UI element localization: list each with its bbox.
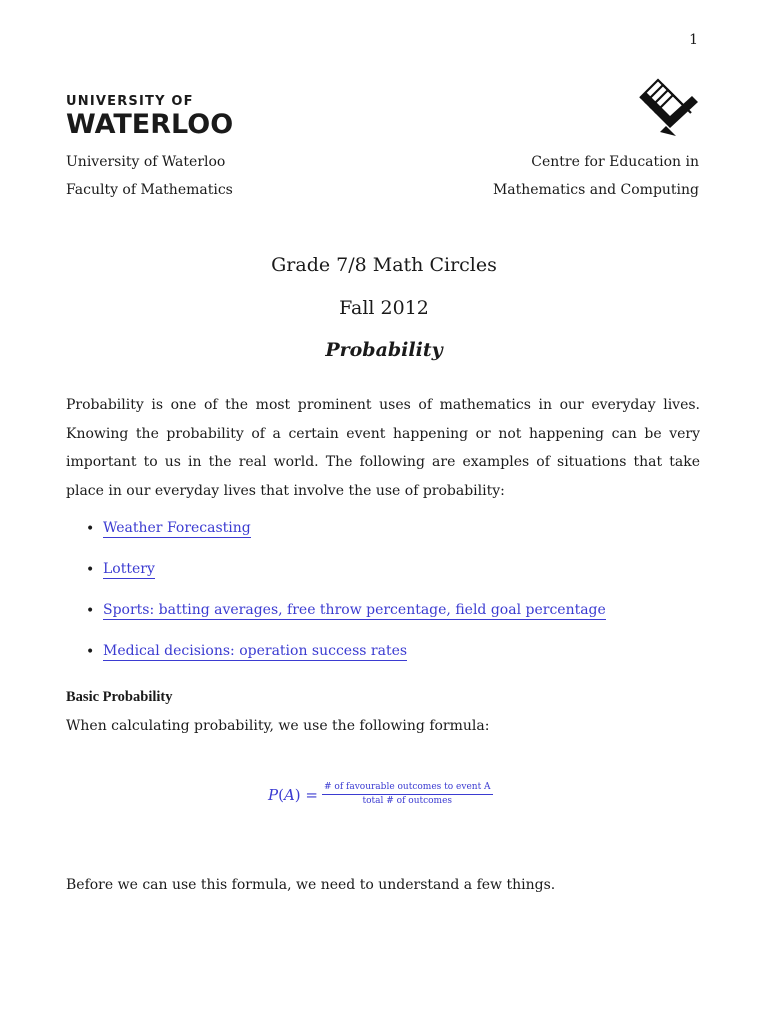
- example-link-lottery[interactable]: Lottery: [103, 561, 155, 577]
- list-item: [86, 561, 606, 602]
- cemc-logo-icon: [636, 76, 700, 136]
- intro-paragraph: Probability is one of the most prominent uses of mathematics in our everyday lives. Knowing the probability of a certain event happening or not happening can be very important to us in the real world. The following are examples of situations that take place in our everyday lives that involve the use of probability:: [66, 397, 700, 499]
- course-title: Grade 7/8 Math Circles: [271, 254, 497, 276]
- formula-lhs: P(A) =: [268, 785, 318, 804]
- list-item: [86, 520, 606, 561]
- example-link-medical[interactable]: Medical decisions: operation success rates: [103, 643, 408, 659]
- probability-formula[interactable]: [268, 782, 493, 807]
- bullet-icon: •: [86, 562, 95, 578]
- list-item: [86, 602, 606, 643]
- faculty-name: Faculty of Mathematics: [66, 182, 233, 198]
- logo-line-2: WATERLOO: [66, 109, 234, 140]
- formula-argument: A: [283, 785, 295, 804]
- bullet-icon: •: [86, 603, 95, 619]
- formula-intro: When calculating probability, we use the following formula:: [66, 718, 490, 734]
- page-number: 1: [689, 32, 698, 48]
- term-title: Fall 2012: [339, 297, 429, 319]
- example-link-weather[interactable]: Weather Forecasting: [103, 520, 251, 536]
- centre-block: [493, 148, 699, 204]
- closing-sentence: Before we can use this formula, we need to understand a few things.: [66, 877, 556, 893]
- institution-name: University of Waterloo: [66, 154, 226, 170]
- bullet-icon: •: [86, 644, 95, 660]
- example-link-sports[interactable]: Sports: batting averages, free throw percentage, field goal percentage: [103, 602, 606, 618]
- university-of-waterloo-logo: [66, 95, 241, 140]
- logo-line-1: UNIVERSITY OF: [66, 94, 194, 109]
- centre-name-line-1: Centre for Education in: [531, 154, 699, 170]
- formula-denominator: total # of outcomes: [362, 796, 453, 806]
- institution-block: [66, 148, 233, 204]
- section-heading: Basic Probability: [66, 689, 173, 705]
- examples-list: [86, 520, 606, 684]
- topic-title: Probability: [325, 339, 443, 361]
- formula-function: P: [268, 785, 279, 804]
- formula-numerator: # of favourable outcomes to event A: [322, 782, 493, 795]
- centre-name-line-2: Mathematics and Computing: [492, 182, 699, 198]
- formula-fraction: [322, 782, 493, 807]
- bullet-icon: •: [86, 521, 95, 537]
- list-item: [86, 643, 606, 684]
